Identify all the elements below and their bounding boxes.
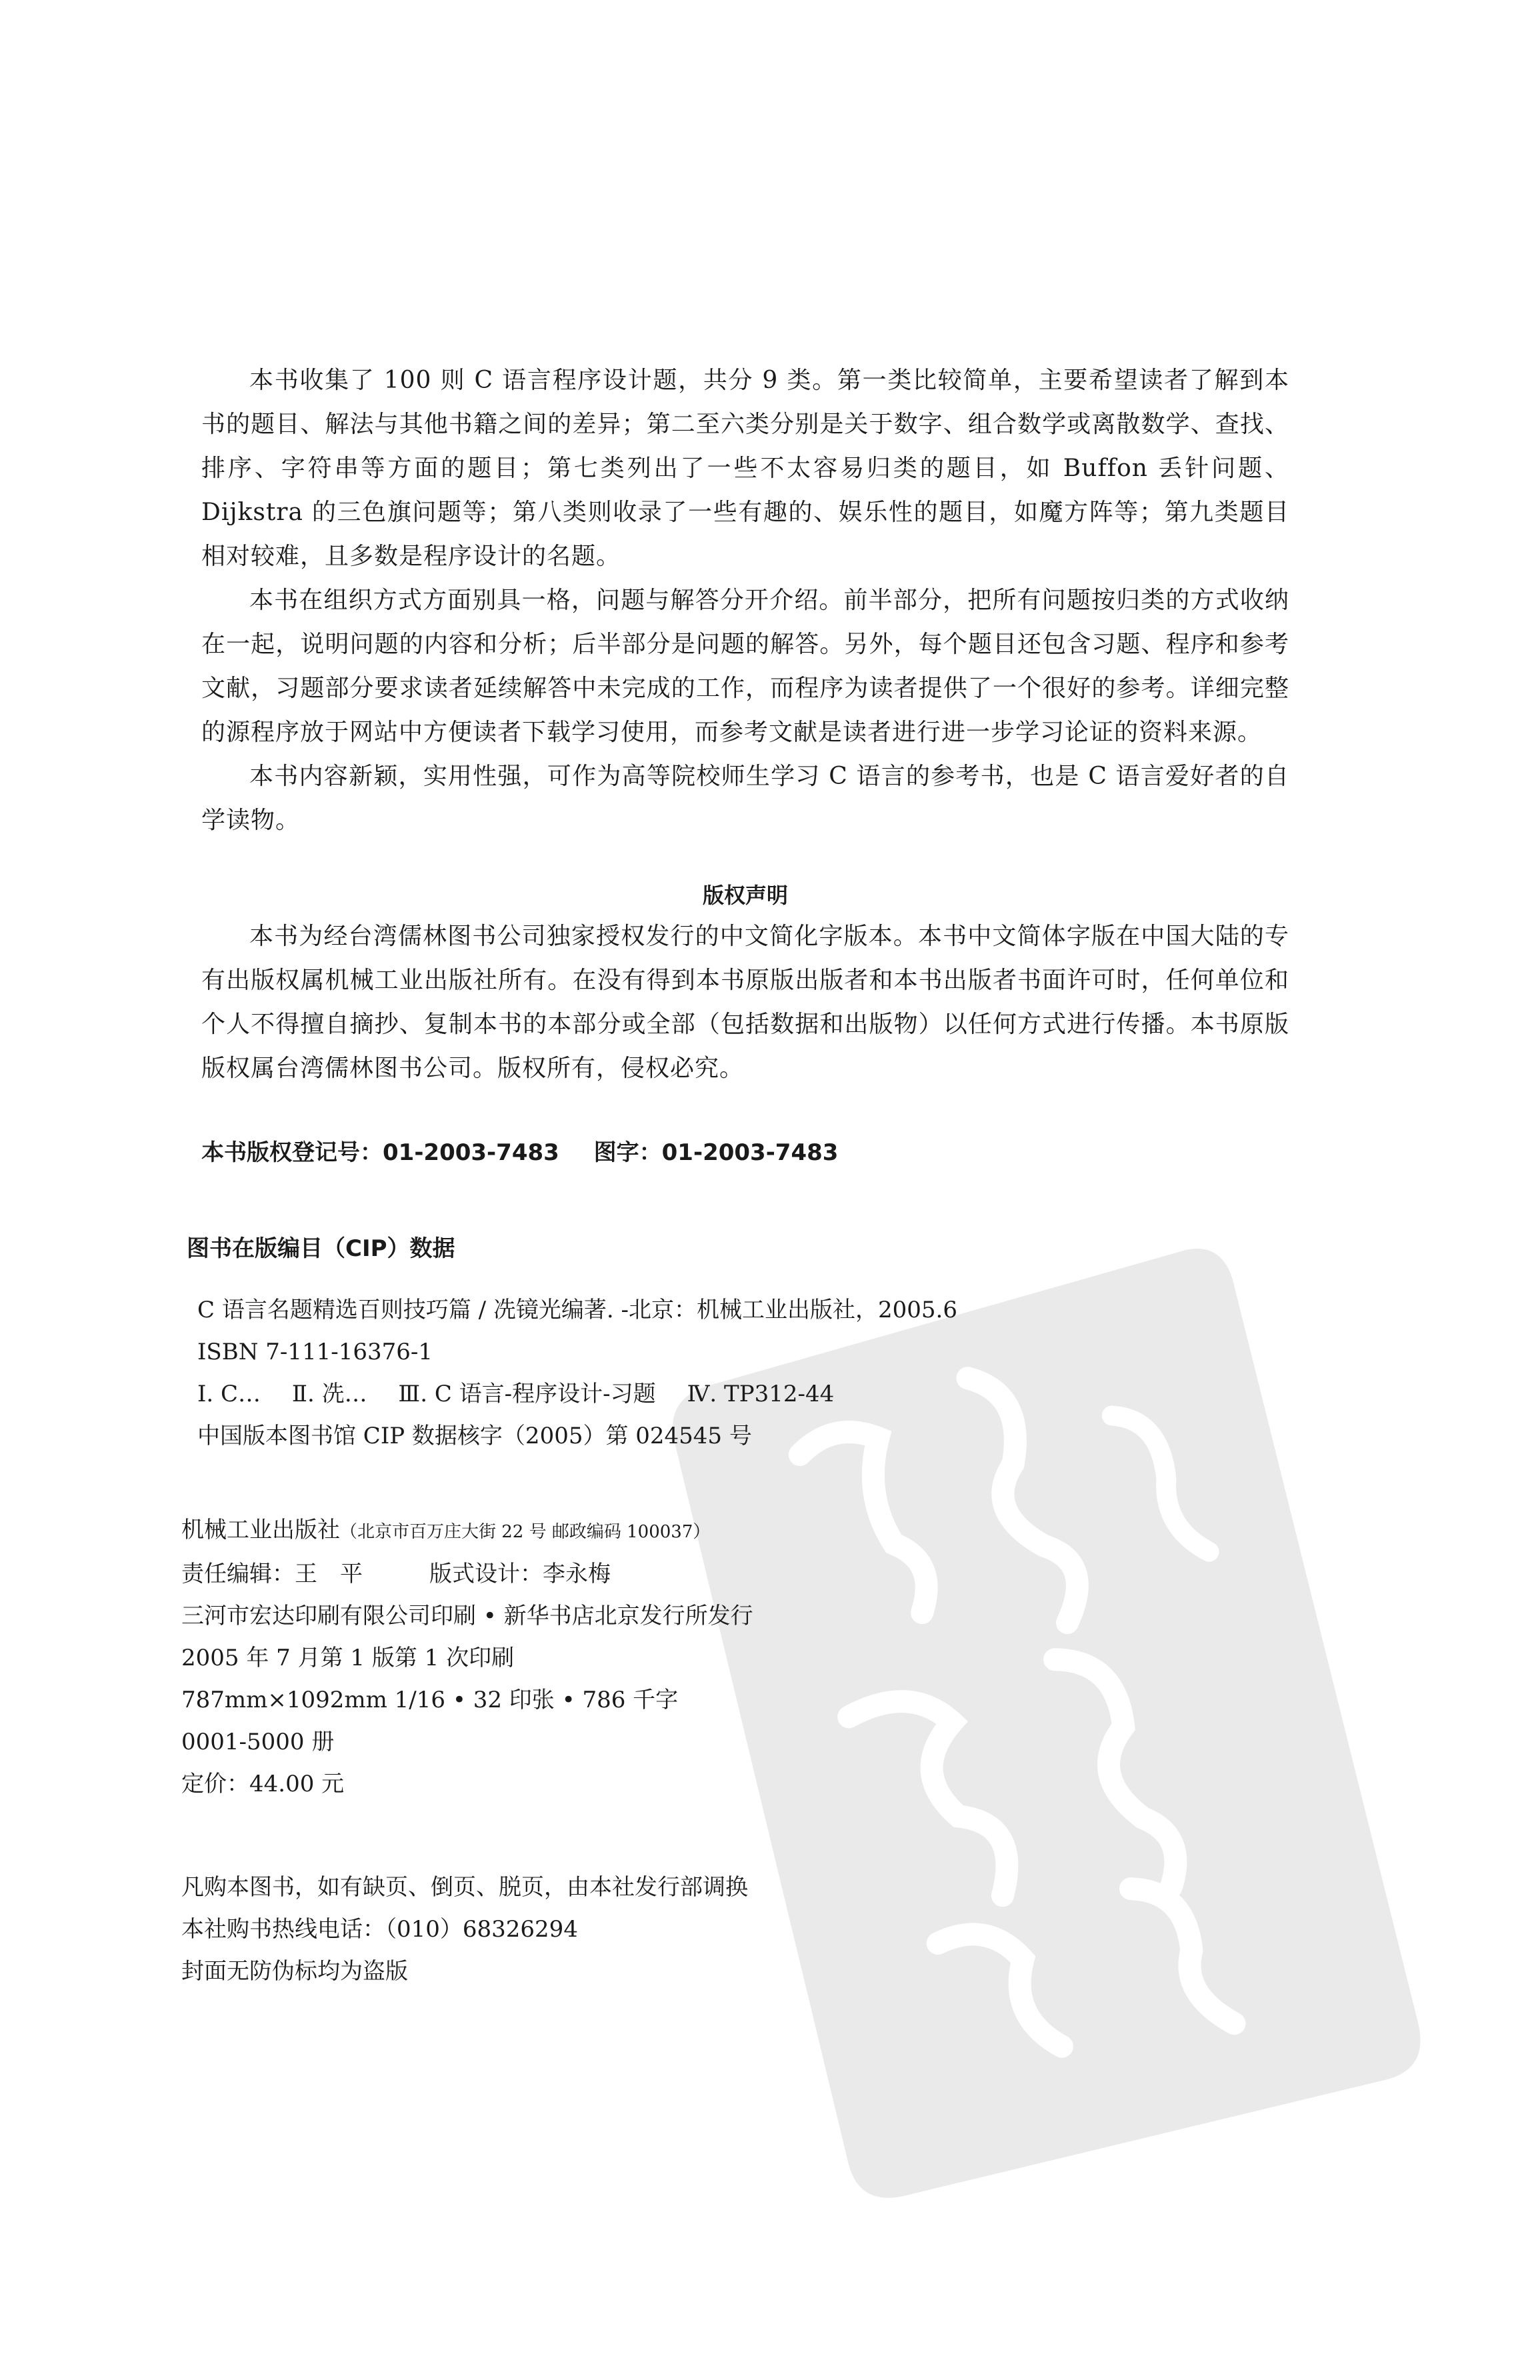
format-line: 787mm×1092mm 1/16 • 32 印张 • 786 千字 [181,1687,679,1713]
purchase-notes [181,1867,748,1993]
editor: 责任编辑：王 平 [181,1561,363,1587]
copyright-statement [201,915,1289,1091]
summary-paragraph-2: 本书在组织方式方面别具一格，问题与解答分开介绍。前半部分，把所有问题按归类的方式收纳在一起，说明问题的内容和分析；后半部分是问题的解答。另外，每个题目还包含习题、程序和参考文献，习题部分要求读者延续解答中未完成的工作，而程序为读者提供了一个很好的参考。详细完整的源程序放于网站中方便读者下载学习使用，而参考文献是读者进行进一步学习论证的资料来源。 [201,587,1289,746]
book-summary [201,359,1289,843]
copies-line: 0001-5000 册 [181,1729,335,1755]
hotline-note: 本社购书热线电话：（010）68326294 [181,1916,578,1943]
cip-title-line: C 语言名题精选百则技巧篇 / 冼镜光编著. -北京：机械工业出版社，2005.6 [197,1297,957,1323]
editor-line [181,1553,753,1595]
edition-line: 2005 年 7 月第 1 版第 1 次印刷 [181,1645,515,1671]
cip-data [197,1289,957,1457]
copyright-paragraph: 本书为经台湾儒林图书公司独家授权发行的中文简化字版本。本书中文简体字版在中国大陆的专有出版权属机械工业出版社所有。在没有得到本书原版出版者和本书出版者书面许可时，任何单位和个人不得擅自摘抄、复制本书的本部分或全部（包括数据和出版物）以任何方式进行传播。本书原版版权属台湾儒林图书公司。版权所有，侵权必究。 [201,923,1289,1082]
copyright-heading: 版权声明 [702,883,788,908]
cip-class-2: Ⅱ. 冼… [291,1381,367,1407]
exchange-note: 凡购本图书，如有缺页、倒页、脱页，由本社发行部调换 [181,1874,748,1901]
cip-class-4: Ⅳ. TP312-44 [687,1381,835,1407]
price-line: 定价：44.00 元 [181,1771,345,1797]
cip-class-3: Ⅲ. C 语言-程序设计-习题 [398,1381,656,1407]
anti-piracy-note: 封面无防伪标均为盗版 [181,1958,408,1985]
cip-class-1: Ⅰ. C… [197,1381,261,1407]
publisher-info [181,1509,753,1805]
summary-paragraph-3: 本书内容新颖，实用性强，可作为高等院校师生学习 C 语言的参考书，也是 C 语言爱好者的自学读物。 [201,763,1289,834]
publisher-name: 机械工业出版社 [181,1517,340,1543]
cip-isbn: ISBN 7-111-16376-1 [197,1339,433,1365]
designer: 版式设计：李永梅 [429,1561,611,1587]
registration-no: 本书版权登记号：01-2003-7483 [201,1139,559,1166]
registration-number [201,1136,838,1169]
printer-line: 三河市宏达印刷有限公司印刷 • 新华书店北京发行所发行 [181,1603,753,1629]
summary-paragraph-1: 本书收集了 100 则 C 语言程序设计题，共分 9 类。第一类比较简单，主要希望读者了解到本书的题目、解法与其他书籍之间的差异；第二至六类分别是关于数字、组合数学或离散数学、查找、排序、字符串等方面的题目；第七类列出了一些不太容易归类的题目，如 Buffon 丢针问题、Dijkstra 的三色旗问题等；第八类则收录了一些有趣的、娱乐性的题目，如魔方阵等；第九类题目相对较难，且多数是程序设计的名题。 [201,367,1289,570]
cip-heading: 图书在版编目（CIP）数据 [187,1235,455,1262]
tuzi-no: 图字：01-2003-7483 [593,1139,839,1166]
cip-classification [197,1373,957,1415]
cip-record-number: 中国版本图书馆 CIP 数据核字（2005）第 024545 号 [197,1423,752,1449]
publisher-address: （北京市百万庄大街 22 号 邮政编码 100037） [340,1522,711,1542]
publisher-line [181,1509,753,1553]
